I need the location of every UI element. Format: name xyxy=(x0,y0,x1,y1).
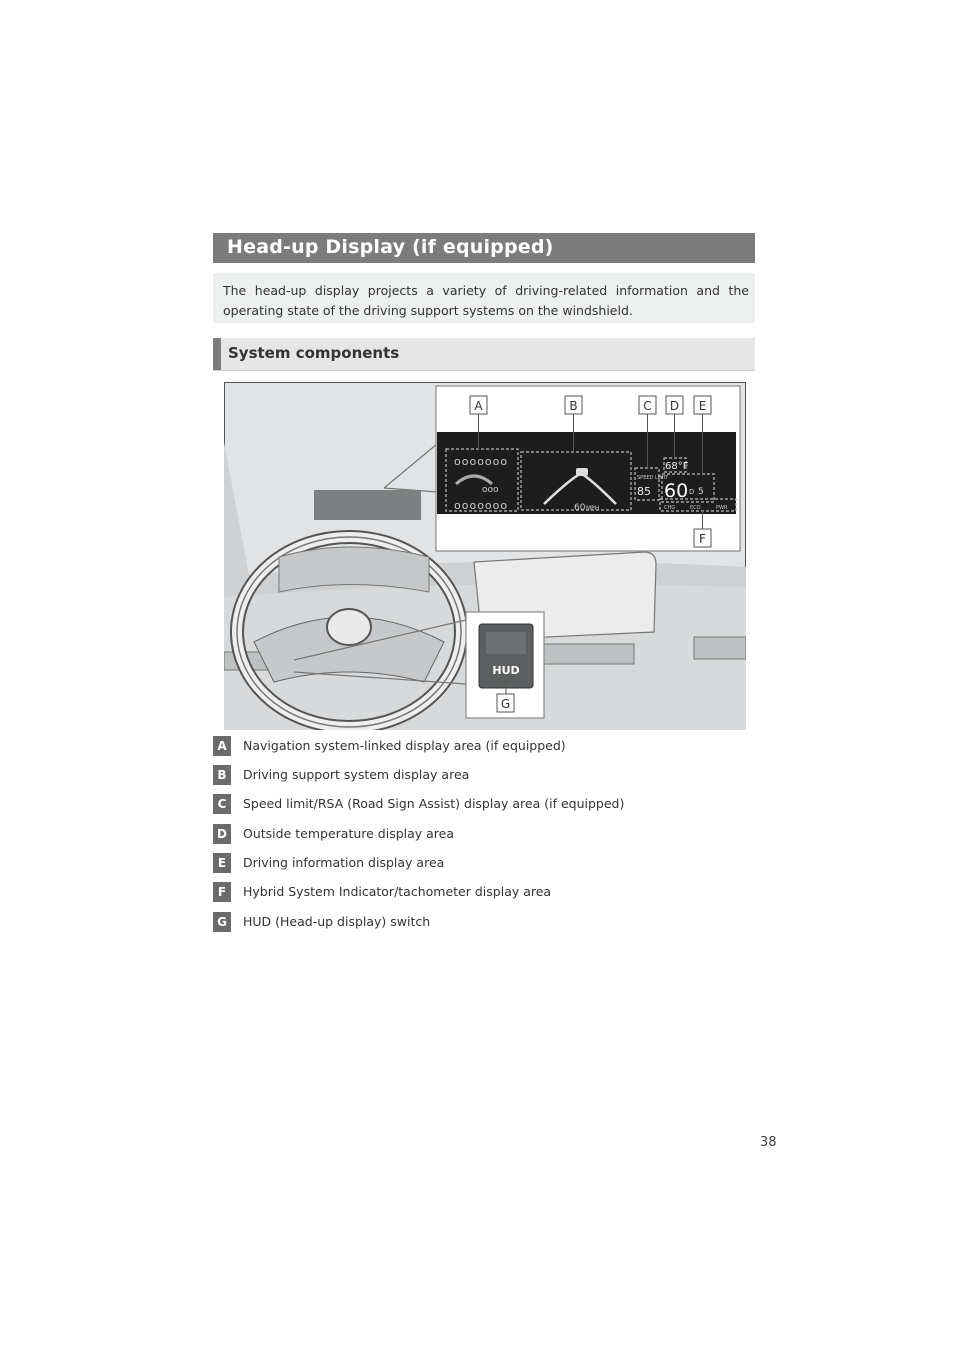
intro-text: The head-up display projects a variety of driving-related information and the operating state of the driving support systems on the windshield. xyxy=(223,283,749,318)
svg-text:F: F xyxy=(699,532,706,546)
svg-text:SPEED LIMIT: SPEED LIMIT xyxy=(637,475,669,481)
subsection-title: System components xyxy=(228,344,400,362)
legend-text-f: Hybrid System Indicator/tachometer display area xyxy=(243,884,552,899)
svg-text:G: G xyxy=(500,697,511,711)
page-title: Head-up Display (if equipped) xyxy=(227,236,554,258)
svg-text:A: A xyxy=(474,399,483,413)
legend-text-d: Outside temperature display area xyxy=(243,826,455,841)
subsection-tab xyxy=(213,338,221,370)
svg-text:E: E xyxy=(698,399,707,413)
legend-badge-e: E xyxy=(213,853,231,873)
svg-text:ooooooo: ooooooo xyxy=(454,455,509,468)
svg-text:5: 5 xyxy=(698,487,704,497)
svg-text:ECO: ECO xyxy=(690,505,701,511)
legend-badge-g: G xyxy=(213,912,231,932)
legend-text-e: Driving information display area xyxy=(243,855,445,870)
svg-text:ooooooo: ooooooo xyxy=(454,499,509,512)
svg-text:HUD: HUD xyxy=(492,664,520,677)
svg-text:D: D xyxy=(669,399,680,413)
svg-text:PWR: PWR xyxy=(716,505,728,511)
svg-text:60: 60 xyxy=(664,480,689,502)
section-title-bar xyxy=(213,233,755,263)
legend-text-c: Speed limit/RSA (Road Sign Assist) display area (if equipped) xyxy=(243,796,625,811)
legend-badge-a: A xyxy=(213,736,231,756)
hud-projection-area xyxy=(314,490,421,520)
svg-text:CHG: CHG xyxy=(664,505,676,511)
svg-text:60: 60 xyxy=(574,503,586,513)
svg-text:ooo: ooo xyxy=(482,485,499,495)
svg-text:B: B xyxy=(569,399,578,413)
svg-text:68°F: 68°F xyxy=(665,461,689,472)
legend-badge-f: F xyxy=(213,882,231,902)
svg-text:C: C xyxy=(643,399,652,413)
legend-text-b: Driving support system display area xyxy=(243,767,470,782)
intro-box xyxy=(213,273,755,323)
svg-text:D: D xyxy=(689,488,695,496)
svg-text:85: 85 xyxy=(637,485,651,498)
lexus-logo xyxy=(327,609,371,645)
subsection-title-bar xyxy=(213,338,755,371)
legend-badge-d: D xyxy=(213,824,231,844)
legend-badge-c: C xyxy=(213,794,231,814)
legend-text-a: Navigation system-linked display area (if equipped) xyxy=(243,738,566,753)
right-vent xyxy=(694,637,746,659)
svg-text:MPH: MPH xyxy=(586,505,600,512)
hud-illustration xyxy=(224,382,746,730)
legend-badge-b: B xyxy=(213,765,231,785)
legend-text-g: HUD (Head-up display) switch xyxy=(243,914,431,929)
page-number: 38 xyxy=(760,1135,777,1150)
